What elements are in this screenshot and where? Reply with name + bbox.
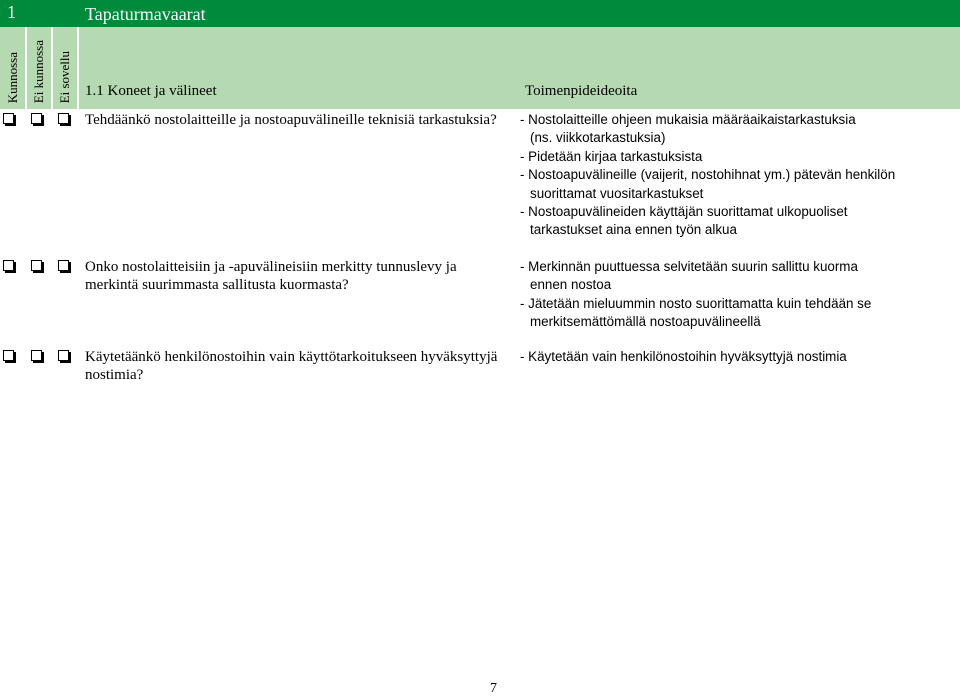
checkbox-ei-kunnossa[interactable] <box>31 113 42 124</box>
measure-item: - Nostoapuvälineiden käyttäjän suorittamat ulkopuoliset <box>520 204 848 220</box>
measure-item: merkitsemättömällä nostoapuvälineellä <box>530 314 761 330</box>
page-number: 7 <box>490 681 497 696</box>
column-divider <box>77 27 79 109</box>
measures-list <box>520 111 940 240</box>
column-divider <box>25 27 27 109</box>
column-header-kunnossa: Kunnossa <box>5 51 20 103</box>
checkbox-ei-kunnossa[interactable] <box>31 260 42 271</box>
measure-item: - Merkinnän puuttuessa selvitetään suurin sallittu kuorma <box>520 259 858 274</box>
checkbox-ei-sovellu[interactable] <box>58 113 69 124</box>
measures-heading: Toimenpideideoita <box>525 83 638 99</box>
measures-list <box>520 348 940 366</box>
checkbox-ei-sovellu[interactable] <box>58 260 69 271</box>
measure-item: tarkastukset aina ennen työn alkua <box>530 222 737 238</box>
checklist-question: Käytetäänkö henkilönostoihin vain käyttötarkoitukseen hyväksyttyjä nostimia? <box>85 349 498 383</box>
checkbox-kunnossa[interactable] <box>3 350 14 361</box>
measure-item: - Pidetään kirjaa tarkastuksista <box>520 148 703 164</box>
section-title: Tapaturmavaarat <box>85 4 206 24</box>
column-header-band <box>0 27 960 109</box>
checkbox-kunnossa[interactable] <box>3 113 14 124</box>
measure-item: ennen nostoa <box>530 277 612 293</box>
section-number: 1 <box>7 2 16 22</box>
checkbox-ei-kunnossa[interactable] <box>31 350 42 361</box>
measure-item: suorittamat vuositarkastukset <box>530 185 704 201</box>
measure-item: - Nostoapuvälineille (vaijerit, nostohihnat ym.) pätevän henkilön <box>520 167 896 183</box>
subsection-title: 1.1 Koneet ja välineet <box>85 83 217 99</box>
checklist-question: Tehdäänkö nostolaitteille ja nostoapuvälineille teknisiä tarkastuksia? <box>85 112 497 128</box>
checklist-question: Onko nostolaitteisiin ja -apuvälineisiin merkitty tunnuslevy ja merkintä suurimmasta sallitusta kuormasta? <box>85 259 457 293</box>
measure-item: - Käytetään vain henkilönostoihin hyväksyttyjä nostimia <box>520 349 847 364</box>
measure-item: - Nostolaitteille ohjeen mukaisia määräaikaistarkastuksia <box>520 112 856 127</box>
measure-item: (ns. viikkotarkastuksia) <box>530 130 666 146</box>
section-title-bar <box>0 0 960 27</box>
column-header-ei-sovellu: Ei sovellu <box>57 50 72 103</box>
column-header-ei-kunnossa: Ei kunnossa <box>31 39 46 103</box>
checkbox-kunnossa[interactable] <box>3 260 14 271</box>
checkbox-ei-sovellu[interactable] <box>58 350 69 361</box>
measures-list <box>520 258 940 332</box>
measure-item: - Jätetään mieluummin nosto suorittamatta kuin tehdään se <box>520 295 872 311</box>
column-divider <box>51 27 53 109</box>
